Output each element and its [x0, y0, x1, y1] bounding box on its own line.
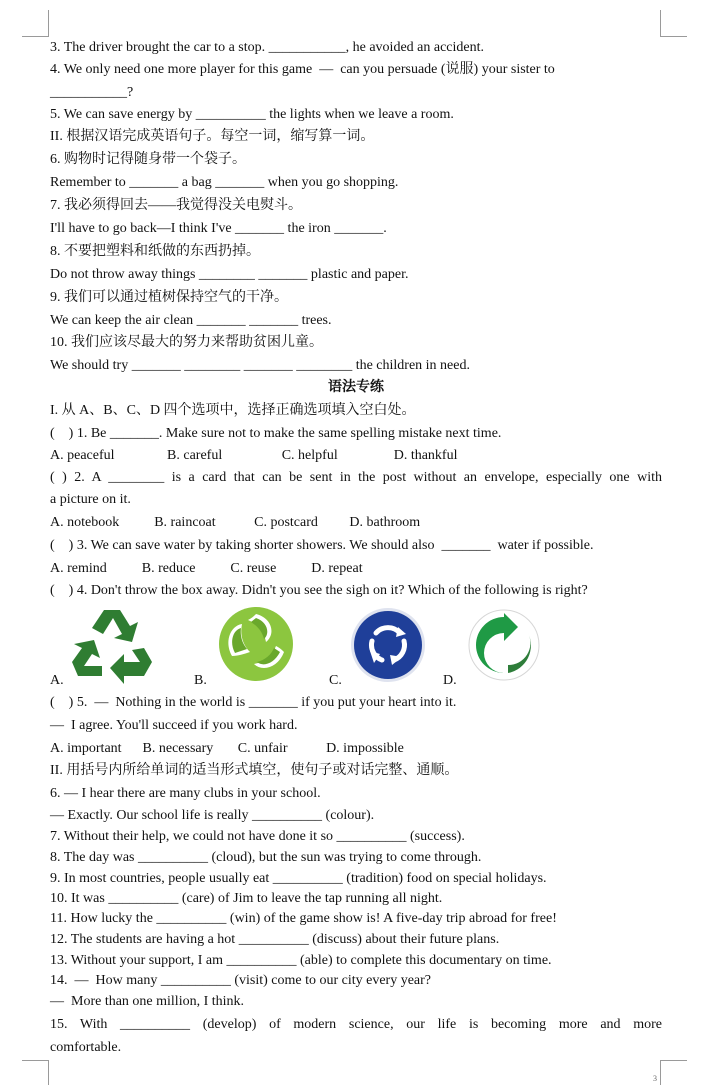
question-line: 7. Without their help, we could not have done it so __________ (success). — [50, 829, 465, 844]
crop-mark-tl-h — [22, 36, 49, 37]
question-line: — More than one million, I think. — [50, 994, 245, 1009]
question-line: 6. 购物时记得随身带一个袋子。 — [50, 152, 246, 167]
blue-roundabout-icon — [350, 607, 426, 683]
crop-mark-tr-h — [660, 36, 687, 37]
question-line: ( ) 4. Don't throw the box away. Didn't you see the sigh on it? Which of the following is right? — [50, 583, 588, 598]
question-line: ( ) 3. We can save water by taking shorter showers. We should also _______ water if possible. — [50, 538, 594, 553]
question-line: 15. With __________ (develop) of modern science, our life is becoming more and more — [50, 1017, 662, 1032]
options-line: A. notebook B. raincoat C. postcard D. bathroom — [50, 515, 421, 530]
question-line: We should try _______ ________ _______ ________ the children in need. — [50, 358, 470, 373]
question-line: 7. 我必须得回去——我觉得没关电熨斗。 — [50, 198, 302, 213]
question-line: 8. 不要把塑料和纸做的东西扔掉。 — [50, 244, 260, 259]
crop-mark-bl-h — [22, 1060, 49, 1061]
crop-mark-br-h — [660, 1060, 687, 1061]
question-line: comfortable. — [50, 1040, 122, 1055]
question-line: Remember to _______ a bag _______ when you go shopping. — [50, 175, 399, 190]
question-line: 3. The driver brought the car to a stop. ___________, he avoided an accident. — [50, 40, 485, 55]
question-line: 8. The day was __________ (cloud), but the sun was trying to come through. — [50, 850, 482, 865]
question-line: ( ) 5. — Nothing in the world is _______ if you put your heart into it. — [50, 695, 457, 710]
question-line: 11. How lucky the __________ (win) of the game show is! A five-day trip abroad for free! — [50, 911, 557, 926]
section-heading: I. 从 A、B、C、D 四个选项中，选择正确选项填入空白处。 — [50, 403, 416, 418]
options-line: A. remind B. reduce C. reuse D. repeat — [50, 561, 363, 576]
options-line: A. peaceful B. careful C. helpful D. thankful — [50, 448, 458, 463]
question-line: 14. — How many __________ (visit) come to our city every year? — [50, 973, 432, 988]
question-line: 12. The students are having a hot __________ (discuss) about their future plans. — [50, 932, 500, 947]
question-line: ( ) 2. A ________ is a card that can be sent in the post without an envelope, especially one with — [50, 470, 662, 485]
question-line: ( ) 1. Be _______. Make sure not to make the same spelling mistake next time. — [50, 426, 502, 441]
section-heading: II. 根据汉语完成英语句子。每空一词，缩写算一词。 — [50, 129, 375, 144]
option-label: D. — [443, 673, 457, 688]
question-line: 10. It was __________ (care) of Jim to leave the tap running all night. — [50, 891, 443, 906]
crop-mark-br-v — [660, 1060, 661, 1085]
question-line: We can keep the air clean _______ _______ trees. — [50, 313, 332, 328]
question-line: 9. 我们可以通过植树保持空气的干净。 — [50, 290, 288, 305]
section-heading: II. 用括号内所给单词的适当形式填空，使句子或对话完整、通顺。 — [50, 763, 459, 778]
answer-blank-line: ___________? — [50, 85, 134, 100]
page-number: 3 — [653, 1074, 657, 1083]
option-label: B. — [194, 673, 207, 688]
recycle-triangle-icon — [70, 604, 154, 684]
green-dot-arrow-icon — [468, 609, 540, 681]
green-leaves-circle-icon — [218, 606, 294, 682]
options-line: A. important B. necessary C. unfair D. impossible — [50, 741, 404, 756]
question-line: 4. We only need one more player for this game — can you persuade (说服) your sister to — [50, 62, 555, 77]
question-line: Do not throw away things ________ _______ plastic and paper. — [50, 267, 409, 282]
question-line: 5. We can save energy by __________ the lights when we leave a room. — [50, 107, 454, 122]
crop-mark-tl-v — [48, 10, 49, 37]
question-line: — I agree. You'll succeed if you work hard. — [50, 718, 298, 733]
option-label: A. — [50, 673, 64, 688]
option-label: C. — [329, 673, 342, 688]
crop-mark-bl-v — [48, 1060, 49, 1085]
question-line: 9. In most countries, people usually eat __________ (tradition) food on special holidays. — [50, 871, 547, 886]
crop-mark-tr-v — [660, 10, 661, 37]
question-line: 13. Without your support, I am __________ (able) to complete this documentary on time. — [50, 953, 552, 968]
question-line: I'll have to go back—I think I've _______ the iron _______. — [50, 221, 387, 236]
question-line: a picture on it. — [50, 492, 131, 507]
question-line: 6. — I hear there are many clubs in your school. — [50, 786, 321, 801]
question-line: 10. 我们应该尽最大的努力来帮助贫困儿童。 — [50, 335, 323, 350]
question-line: — Exactly. Our school life is really __________ (colour). — [50, 808, 375, 823]
page-title: 语法专练 — [328, 380, 384, 395]
